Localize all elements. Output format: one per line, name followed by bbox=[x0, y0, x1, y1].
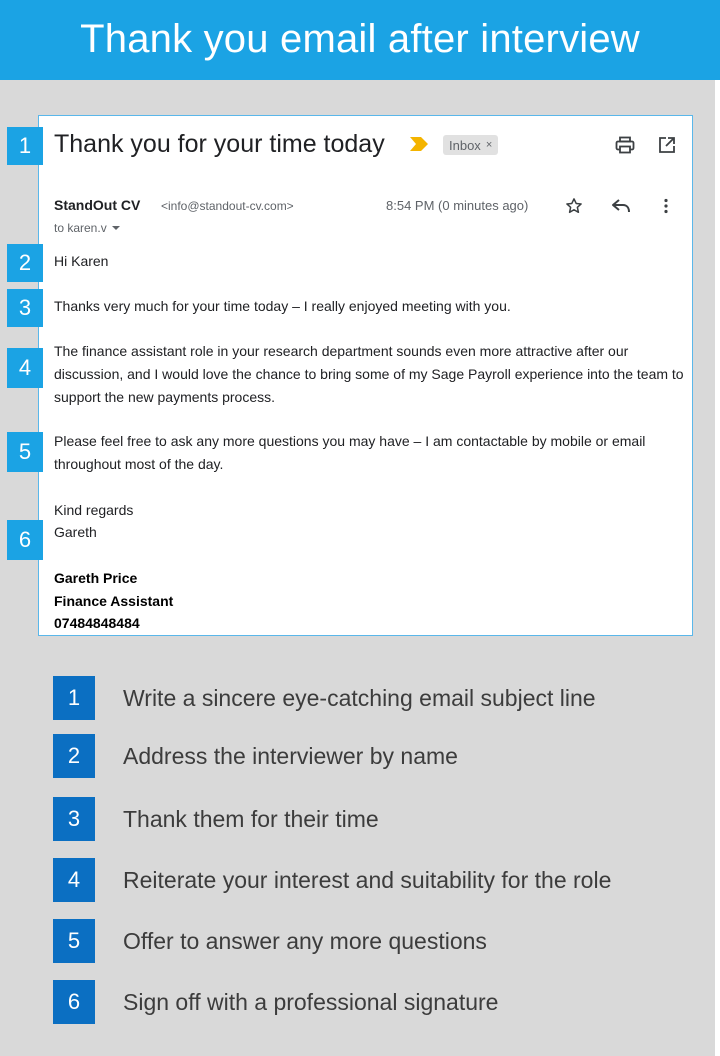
sender-email: <info@standout-cv.com> bbox=[161, 199, 294, 213]
importance-chevron-icon bbox=[410, 137, 428, 151]
inbox-label-text: Inbox bbox=[449, 137, 481, 153]
tip-item bbox=[53, 919, 487, 963]
tip-text: Offer to answer any more questions bbox=[123, 927, 487, 954]
sent-time: 8:54 PM (0 minutes ago) bbox=[386, 198, 529, 213]
tip-number: 5 bbox=[53, 919, 95, 963]
tip-number: 2 bbox=[53, 734, 95, 778]
signature-name: Gareth Price bbox=[54, 570, 138, 586]
tip-text: Address the interviewer by name bbox=[123, 742, 458, 769]
marker-thanks: 3 bbox=[7, 289, 43, 327]
inbox-label[interactable] bbox=[443, 135, 498, 155]
page-edge bbox=[715, 80, 720, 1056]
page-title: Thank you email after interview bbox=[80, 16, 640, 61]
marker-questions: 5 bbox=[7, 432, 43, 472]
print-icon[interactable] bbox=[613, 134, 637, 156]
marker-subject: 1 bbox=[7, 127, 43, 165]
email-questions-paragraph: Please feel free to ask any more questions you may have – I am contactable by mobile or email throughout most of the day. bbox=[54, 433, 646, 472]
email-subject: Thank you for your time today bbox=[54, 130, 385, 158]
tip-item bbox=[53, 858, 611, 902]
tip-item bbox=[53, 797, 379, 841]
signature-phone: 07484848484 bbox=[54, 615, 140, 631]
remove-label-icon[interactable]: × bbox=[485, 139, 493, 151]
tip-number: 6 bbox=[53, 980, 95, 1024]
email-closing: Kind regards bbox=[54, 502, 134, 518]
tip-text: Reiterate your interest and suitability for the role bbox=[123, 866, 612, 893]
tip-text: Write a sincere eye-catching email subject line bbox=[123, 684, 596, 711]
tip-item bbox=[53, 676, 596, 720]
tip-number: 1 bbox=[53, 676, 95, 720]
open-in-new-window-icon[interactable] bbox=[656, 134, 678, 156]
email-thanks-paragraph: Thanks very much for your time today – I really enjoyed meeting with you. bbox=[54, 298, 511, 314]
tip-item bbox=[53, 734, 458, 778]
sender-name: StandOut CV bbox=[54, 197, 141, 213]
reply-icon[interactable] bbox=[610, 196, 632, 216]
marker-interest: 4 bbox=[7, 348, 43, 388]
dropdown-caret-icon[interactable] bbox=[111, 225, 121, 231]
tip-text: Thank them for their time bbox=[123, 805, 379, 832]
header-banner bbox=[0, 0, 720, 80]
tip-number: 3 bbox=[53, 797, 95, 841]
signature-title: Finance Assistant bbox=[54, 593, 174, 609]
email-greeting: Hi Karen bbox=[54, 253, 109, 269]
marker-signoff: 6 bbox=[7, 520, 43, 560]
email-closing-name: Gareth bbox=[54, 524, 97, 540]
tip-number: 4 bbox=[53, 858, 95, 902]
recipient-text: to karen.v bbox=[54, 221, 107, 235]
tip-item bbox=[53, 980, 498, 1024]
tip-text: Sign off with a professional signature bbox=[123, 988, 499, 1015]
more-vertical-icon[interactable] bbox=[658, 196, 674, 216]
marker-greeting: 2 bbox=[7, 244, 43, 282]
recipient-line[interactable] bbox=[54, 221, 121, 235]
email-interest-paragraph: The finance assistant role in your research department sounds even more attractive after our discussion, and I would love the chance to bring some of my Sage Payroll experience into the team to support the new payments process. bbox=[54, 343, 684, 405]
star-icon[interactable] bbox=[564, 196, 584, 216]
